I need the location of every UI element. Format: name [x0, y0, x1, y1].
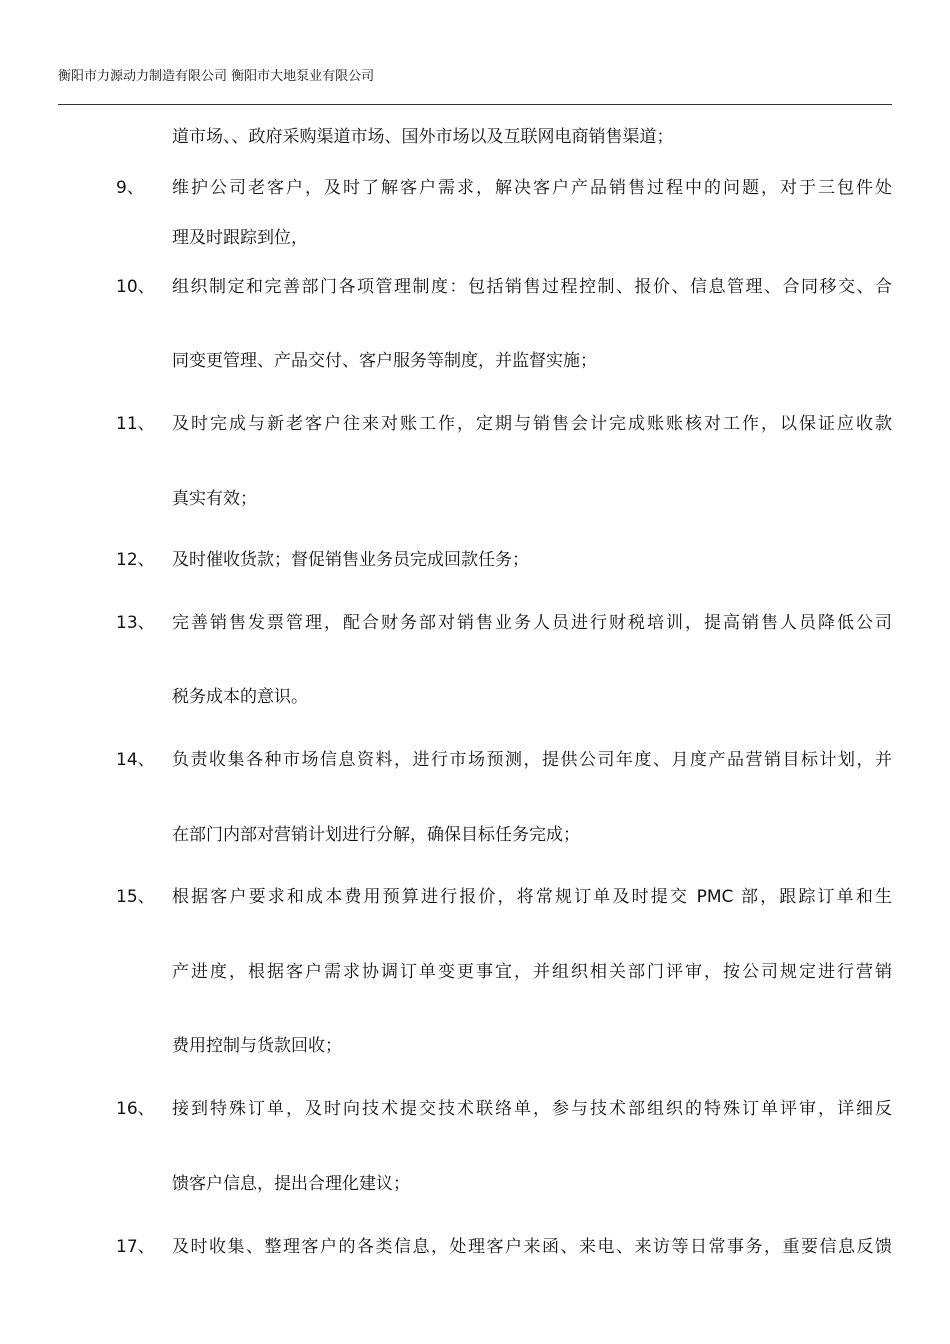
item-text-line: 及时催收货款；督促销售业务员完成回款任务；	[172, 550, 529, 570]
item-text-line: 维护公司老客户，及时了解客户需求，解决客户产品销售过程中的问题，对于三包件处	[172, 178, 892, 198]
item-text-line: 真实有效；	[172, 489, 257, 509]
item-text-line: 及时收集、整理客户的各类信息，处理客户来函、来电、来访等日常事务，重要信息反馈	[172, 1237, 892, 1257]
item-text-line: 馈客户信息，提出合理化建议；	[172, 1174, 410, 1194]
item-number: 12、	[116, 550, 155, 570]
item-text-line: 完善销售发票管理，配合财务部对销售业务人员进行财税培训，提高销售人员降低公司	[172, 613, 892, 633]
continuation-line: 道市场、、政府采购渠道市场、国外市场以及互联网电商销售渠道；	[172, 127, 674, 147]
item-number: 14、	[116, 750, 155, 770]
item-number: 15、	[116, 887, 155, 907]
item-number: 9、	[116, 178, 144, 198]
item-text-line: 根据客户要求和成本费用预算进行报价，将常规订单及时提交 PMC 部，跟踪订单和生	[172, 887, 892, 907]
item-text-line: 接到特殊订单，及时向技术提交技术联络单，参与技术部组织的特殊订单评审，详细反	[172, 1099, 892, 1119]
item-text-line: 同变更管理、产品交付、客户服务等制度，并监督实施；	[172, 351, 597, 371]
page-header: 衡阳市力源动力制造有限公司 衡阳市大地泵业有限公司	[58, 69, 375, 84]
item-text-line: 费用控制与货款回收；	[172, 1036, 342, 1056]
item-text-line: 税务成本的意识。	[172, 687, 308, 707]
item-text-line: 理及时跟踪到位，	[172, 228, 308, 248]
item-number: 16、	[116, 1099, 155, 1119]
item-text-line: 及时完成与新老客户往来对账工作，定期与销售会计完成账账核对工作，以保证应收款	[172, 414, 892, 434]
item-number: 13、	[116, 613, 155, 633]
item-text-line: 组织制定和完善部门各项管理制度：包括销售过程控制、报价、信息管理、合同移交、合	[172, 277, 892, 297]
item-number: 17、	[116, 1237, 155, 1257]
item-number: 11、	[116, 414, 155, 434]
item-number: 10、	[116, 277, 155, 297]
item-text-line: 负责收集各种市场信息资料，进行市场预测，提供公司年度、月度产品营销目标计划，并	[172, 750, 892, 770]
header-divider	[58, 104, 892, 105]
item-text-line: 在部门内部对营销计划进行分解，确保目标任务完成；	[172, 825, 580, 845]
item-text-line: 产进度，根据客户需求协调订单变更事宜，并组织相关部门评审，按公司规定进行营销	[172, 962, 892, 982]
